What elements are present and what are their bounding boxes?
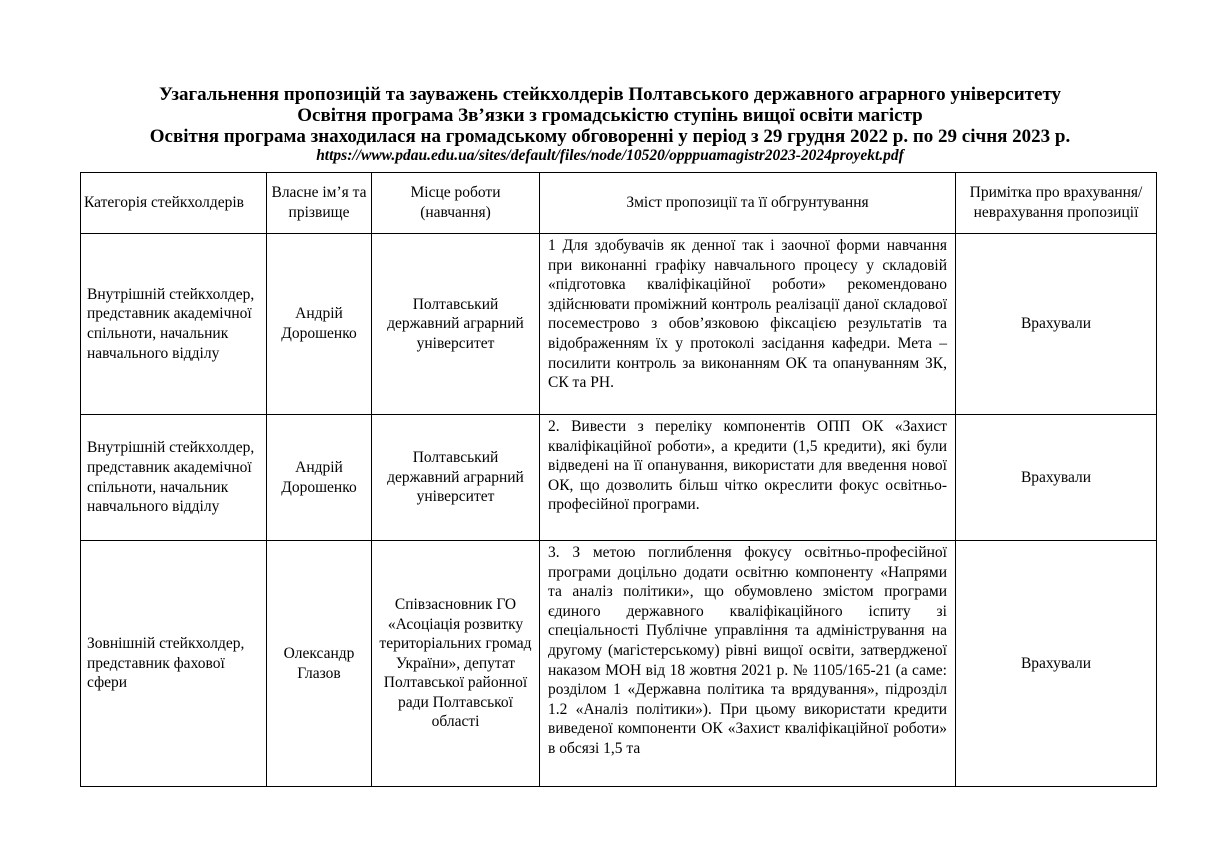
stakeholder-category: Внутрішній стейкхолдер, представник академічної спільноти, начальник навчального відділу bbox=[81, 415, 267, 541]
stakeholder-category: Внутрішній стейкхолдер, представник академічної спільноти, начальник навчального відділу bbox=[81, 234, 267, 415]
table-header-row bbox=[81, 173, 1157, 234]
column-header-content: Зміст пропозиції та її обгрунтування bbox=[540, 173, 956, 234]
stakeholder-name: Олександр Глазов bbox=[267, 541, 372, 787]
program-title: Освітня програма Зв’язки з громадськістю ступінь вищої освіти магістр bbox=[297, 105, 923, 126]
discussion-period: Освітня програма знаходилася на громадському обговоренні у період з 29 грудня 2022 р. по 29 січня 2023 р. bbox=[149, 126, 1071, 147]
column-header-category: Категорія стейкхолдерів bbox=[81, 173, 267, 234]
proposal-content-cell bbox=[540, 541, 956, 787]
proposal-note: Врахували bbox=[956, 541, 1157, 787]
column-header-name: Власне ім’я та прізвище bbox=[267, 173, 372, 234]
column-header-note: Примітка про врахування/неврахування пропозиції bbox=[956, 173, 1157, 234]
proposal-note: Врахували bbox=[956, 234, 1157, 415]
program-url[interactable]: https://www.pdau.edu.ua/sites/default/files/node/10520/opppuamagistr2023-2024proyekt.pdf bbox=[316, 147, 904, 164]
stakeholder-workplace: Полтавський державний аграрний університет bbox=[372, 415, 540, 541]
table-row bbox=[81, 415, 1157, 541]
proposal-content: 2. Вивести з переліку компонентів ОПП ОК «Захист кваліфікаційної роботи», а кредити (1,5 кредити), які були відведені на її опанування, використати для введення нової ОК, що дозволить більш чітко окреслити фокус освітньо-професійної програми. bbox=[540, 415, 956, 541]
stakeholder-workplace: Полтавський державний аграрний університет bbox=[372, 234, 540, 415]
stakeholder-name: Андрій Дорошенко bbox=[267, 234, 372, 415]
document-title: Узагальнення пропозицій та зауважень стейкхолдерів Полтавського державного аграрного університету bbox=[158, 84, 1062, 105]
table-row bbox=[81, 541, 1157, 787]
stakeholder-category: Зовнішній стейкхолдер, представник фахової сфери bbox=[81, 541, 267, 787]
table-row bbox=[81, 234, 1157, 415]
proposal-content: 1 Для здобувачів як денної так і заочної форми навчання при виконанні графіку навчального процесу у складовій «підготовка кваліфікаційної роботи» рекомендовано здійснювати проміжний контроль реалізації даної складової посеместрово з обов’язковою фіксацією результатів та відображенням їх у протоколі засідання кафедри. Мета – посилити контроль за виконанням ОК та опануванням ЗК, СК та РН. bbox=[540, 234, 956, 415]
proposal-note: Врахували bbox=[956, 415, 1157, 541]
stakeholder-name: Андрій Дорошенко bbox=[267, 415, 372, 541]
proposal-content: 3. З метою поглиблення фокусу освітньо-професійної програми доцільно додати освітню компоненту «Напрями та аналіз політики», що обумовлено змістом програми єдиного державного кваліфікаційного іспиту зі спеціальності Публічне управління та адміністрування на другому (магістерському) рівні вищої освіти, затвердженої наказом МОН від 18 жовтня 2021 р. № 1105/165-21 (а саме: розділом 1 «Державна політика та врядування», підрозділ 1.2 «Аналіз політики»). При цьому використати кредити виведеної компоненти ОК «Захист кваліфікаційної роботи» в обсязі 1,5 та bbox=[548, 544, 947, 757]
stakeholder-workplace: Співзасновник ГО «Асоціація розвитку територіальних громад України», депутат Полтавської районної ради Полтавської області bbox=[372, 541, 540, 787]
stakeholder-proposals-table bbox=[80, 172, 1157, 787]
column-header-workplace: Місце роботи (навчання) bbox=[372, 173, 540, 234]
document-header bbox=[0, 84, 1220, 165]
